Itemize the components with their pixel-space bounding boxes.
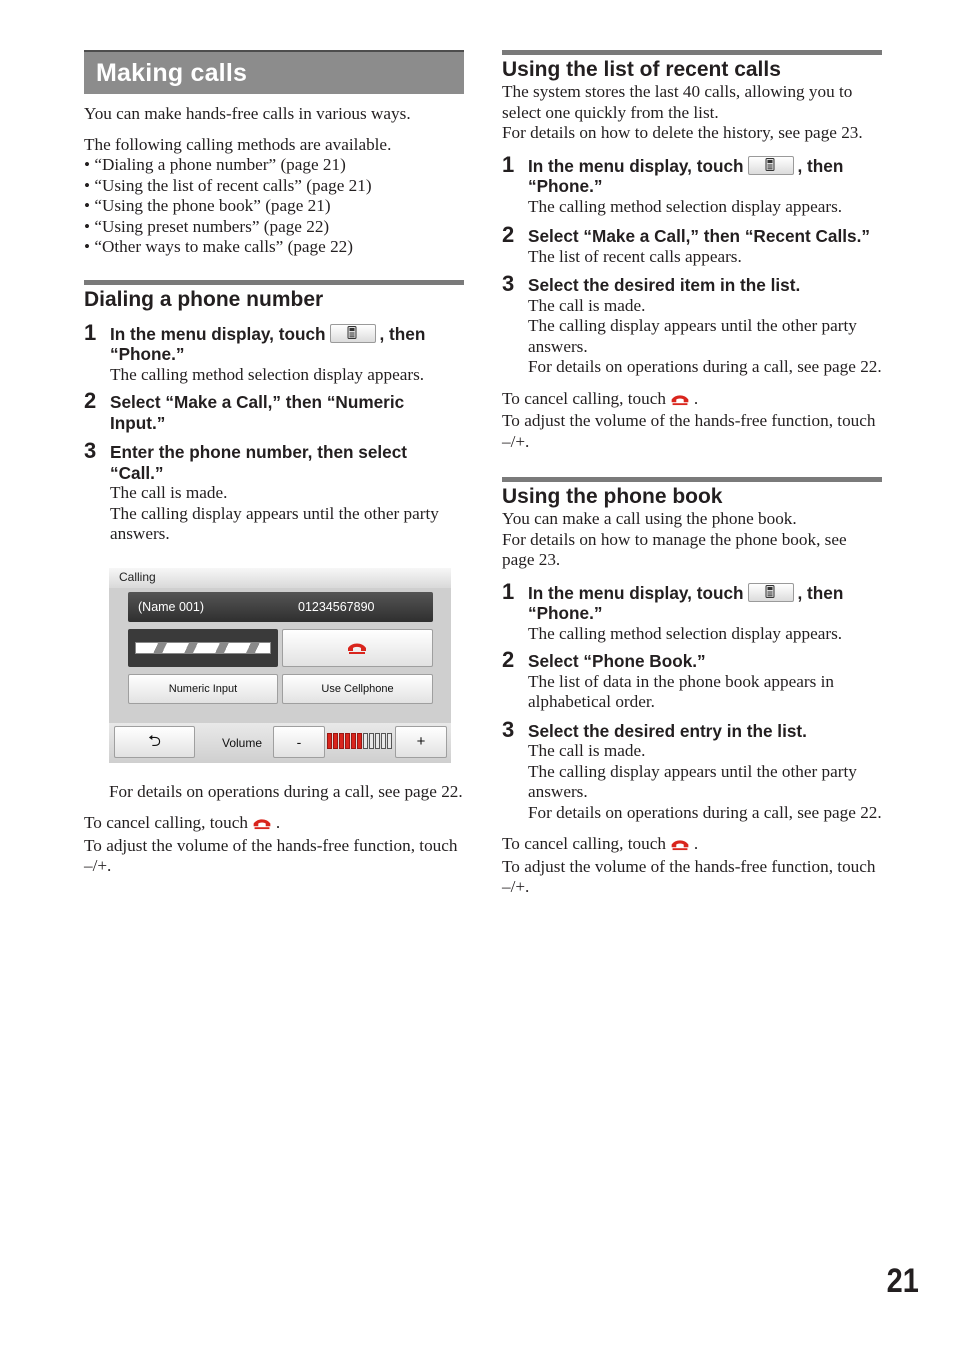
step-title	[528, 583, 882, 624]
methods-lead: The following calling methods are available.	[84, 134, 392, 154]
right-column	[502, 50, 882, 898]
recent-calls-section	[502, 50, 882, 452]
step-3	[502, 716, 882, 824]
progress-bar	[135, 642, 271, 654]
step-desc: The call is made.	[110, 483, 228, 502]
volume-segment	[363, 733, 368, 749]
section-heading: Using the phone book	[502, 485, 723, 508]
step-title-part: , then “Phone.”	[110, 323, 426, 364]
volume-segment	[327, 733, 332, 749]
volume-segment	[351, 733, 356, 749]
cancel-text: To cancel calling, touch	[84, 813, 248, 832]
volume-segment	[375, 733, 380, 749]
methods-list	[84, 155, 464, 258]
step-desc: The calling display appears until the other party answers.	[528, 316, 857, 356]
step-desc: The call is made.	[528, 295, 646, 315]
step-desc: The calling method selection display appears.	[110, 364, 425, 384]
intro-text: You can make hands-free calls in various ways.	[84, 104, 411, 123]
volume-segment	[339, 733, 344, 749]
menu-button-icon	[748, 156, 794, 175]
volume-segment	[333, 733, 338, 749]
step-1	[84, 319, 464, 386]
caller-name: (Name 001)	[138, 599, 204, 614]
section-intro: For details on how to manage the phone book, see page 23.	[502, 529, 847, 569]
step-desc: For details on operations during a call, see page 22.	[528, 357, 882, 376]
volume-meter	[327, 733, 392, 749]
step-number: 2	[502, 647, 515, 672]
calling-screen-figure	[109, 568, 451, 763]
step-title: Select the desired entry in the list.	[528, 720, 807, 741]
figure-container	[84, 568, 464, 764]
cancel-note	[502, 389, 882, 412]
left-column	[84, 50, 464, 877]
step-number: 2	[502, 222, 515, 247]
section-intro: You can make a call using the phone book.	[502, 509, 797, 528]
end-call-icon	[252, 815, 272, 836]
end-call-icon	[347, 641, 367, 655]
use-cellphone-button[interactable]: Use Cellphone	[282, 674, 433, 704]
volume-segment	[387, 733, 392, 749]
step-title: Select “Make a Call,” then “Recent Calls.”	[528, 226, 870, 246]
volume-down-button[interactable]: -	[273, 726, 325, 758]
step-title-part: In the menu display, touch	[528, 155, 744, 176]
end-call-icon	[670, 836, 690, 857]
step-number: 1	[502, 151, 515, 177]
volume-note: To adjust the volume of the hands-free function, touch –/+.	[502, 411, 876, 451]
list-item: • “Using preset numbers” (page 22)	[84, 216, 330, 236]
screen-bottom-bar	[109, 723, 451, 763]
cancel-text: .	[693, 388, 699, 408]
step-1	[502, 578, 882, 645]
numeric-input-button[interactable]: Numeric Input	[128, 674, 278, 704]
step-title: Select “Phone Book.”	[528, 651, 706, 671]
step-title: Enter the phone number, then select “Call.”	[110, 442, 408, 483]
menu-button-icon	[330, 324, 376, 343]
step-1	[502, 151, 882, 218]
phone-book-section	[502, 477, 882, 898]
volume-segment	[369, 733, 374, 749]
step-title-part: In the menu display, touch	[110, 323, 326, 344]
cancel-note	[84, 813, 464, 836]
screen-title-bar	[109, 568, 451, 588]
step-number: 1	[502, 578, 515, 604]
volume-up-button[interactable]: +	[395, 726, 447, 758]
volume-segment	[381, 733, 386, 749]
section-intro: For details on how to delete the history, see page 23.	[502, 123, 863, 142]
volume-segment	[357, 733, 362, 749]
step-desc: For details on operations during a call, see page 22.	[528, 802, 882, 822]
step-number: 2	[84, 388, 97, 413]
list-item: • “Using the phone book” (page 21)	[84, 196, 331, 215]
step-2	[84, 388, 464, 433]
step-desc: The calling method selection display appears.	[528, 623, 843, 643]
step-3	[502, 271, 882, 378]
step-title: Select “Make a Call,” then “Numeric Input.”	[110, 392, 405, 433]
step-3	[84, 438, 464, 545]
step-title-part: , then “Phone.”	[528, 582, 844, 623]
step-number: 1	[84, 319, 97, 345]
dialing-section	[84, 280, 464, 545]
list-item: • “Other ways to make calls” (page 22)	[84, 237, 353, 256]
section-heading: Using the list of recent calls	[502, 58, 781, 81]
section-intro: The system stores the last 40 calls, allowing you to select one quickly from the list.	[502, 82, 853, 122]
step-desc: The list of recent calls appears.	[528, 246, 742, 266]
cancel-text: .	[275, 813, 281, 832]
step-title: Select the desired item in the list.	[528, 275, 801, 295]
step-title-part: In the menu display, touch	[528, 582, 744, 603]
list-item: • “Dialing a phone number” (page 21)	[84, 155, 346, 174]
step-desc: The calling display appears until the other party answers.	[528, 761, 857, 801]
back-icon: ⮌	[148, 732, 161, 750]
cancel-text: To cancel calling, touch	[502, 834, 666, 853]
list-item: • “Using the list of recent calls” (page 21)	[84, 175, 372, 195]
menu-button-icon	[748, 583, 794, 602]
end-call-icon	[670, 391, 690, 412]
section-banner: Making calls	[84, 50, 464, 94]
step-desc: The calling display appears until the other party answers.	[110, 503, 439, 543]
cancel-note	[502, 834, 882, 857]
back-button[interactable]	[114, 726, 195, 758]
caller-number: 01234567890	[298, 599, 375, 614]
page-number: 21	[886, 1262, 919, 1300]
step-title	[110, 324, 464, 365]
step-number: 3	[502, 271, 515, 296]
step-title-part: , then “Phone.”	[528, 155, 844, 196]
step-desc: The calling method selection display appears.	[528, 196, 843, 216]
step-2	[502, 647, 882, 713]
step-title	[528, 156, 882, 197]
call-progress	[128, 629, 278, 667]
figure-note: For details on operations during a call, see page 22.	[109, 781, 463, 801]
caller-bar	[128, 592, 433, 622]
cancel-text: To cancel calling, touch	[502, 388, 666, 408]
step-2	[502, 222, 882, 267]
end-call-button[interactable]	[282, 629, 433, 667]
section-heading: Dialing a phone number	[84, 287, 324, 311]
volume-segment	[345, 733, 350, 749]
step-number: 3	[84, 438, 97, 463]
volume-note: To adjust the volume of the hands-free function, touch –/+.	[84, 835, 458, 875]
volume-note: To adjust the volume of the hands-free function, touch –/+.	[502, 856, 876, 896]
cancel-text: .	[693, 834, 699, 853]
volume-label: Volume	[222, 735, 263, 750]
step-desc: The list of data in the phone book appears in alphabetical order.	[528, 671, 834, 711]
step-desc: The call is made.	[528, 741, 646, 760]
step-number: 3	[502, 716, 515, 742]
screen-title: Calling	[119, 569, 156, 584]
